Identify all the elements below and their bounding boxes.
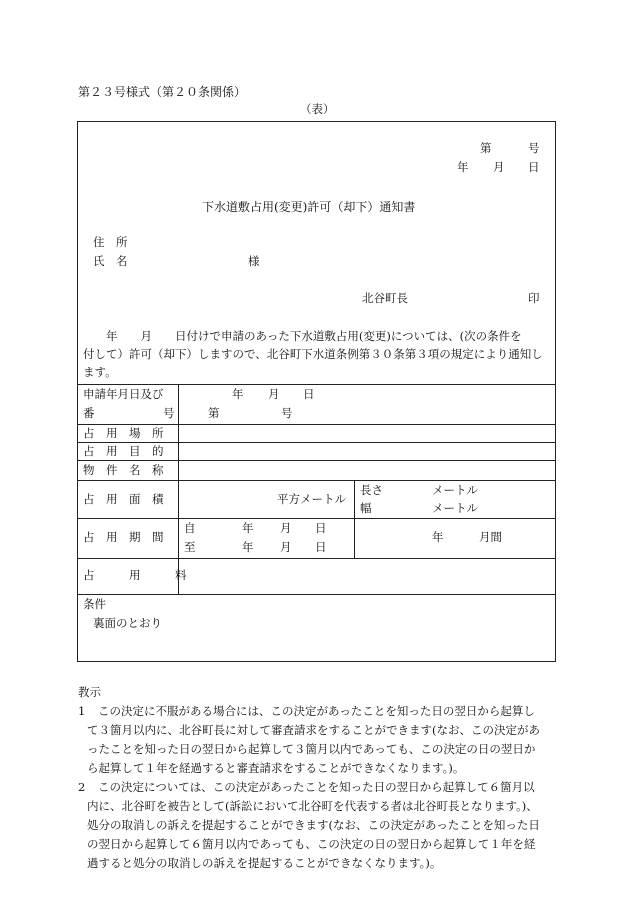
notice-number-suffix: 号 [528,141,540,155]
conditions-value: 裏面のとおり [93,616,162,630]
app-label-line2a: 番 [83,406,95,420]
from-year: 年 [242,521,254,535]
instruction-number: 1 [78,704,86,718]
body-line-1: 年 月 日付けで申請のあった下水道敷占用(変更)については、(次の条件を [83,329,522,343]
grid-line [77,594,556,595]
to-month: 月 [280,540,292,554]
instruction-line: 内に、北谷町を被告として(訴訟において北谷町を代表する者は北谷町長となります。)、 [87,799,538,813]
place-label: 占 用 場 所 [83,426,164,440]
instruction-number: 2 [78,780,86,794]
grid-line [77,558,556,559]
app-date-month: 月 [268,387,280,401]
fee-label: 占 用 料 [83,568,187,582]
instruction-line: 処分の取消しの訴えを提起することができます(なお、この決定があったことを知った日 [87,818,540,832]
notice-number-prefix: 第 [480,141,492,155]
instructions-heading: 教示 [78,685,101,699]
form-title: 第２３号様式（第２０条関係） [78,85,247,99]
from-month: 月 [280,521,292,535]
date-month: 月 [493,160,505,174]
app-number-prefix: 第 [208,406,220,420]
instruction-line: 過すると処分の取消しの訴えを提起することができなくなります。)。 [87,856,442,870]
length-label: 長さ [360,483,383,497]
area-unit: 平方メートル [277,492,346,506]
grid-line [178,384,179,594]
app-date-day: 日 [303,387,315,401]
instruction-line: て３箇月以内に、北谷町長に対して審査請求をすることができます(なお、この決定があ [87,723,540,737]
grid-line [77,518,556,519]
width-unit: メートル [432,501,478,515]
item-name-label: 物 件 名 称 [83,463,164,477]
honorific: 様 [248,254,260,268]
notice-title: 下水道敷占用(変更)許可（却下）通知書 [202,200,416,214]
grid-line [77,460,556,461]
period-to-label: 至 [184,540,196,554]
date-day: 日 [528,160,540,174]
instruction-line: この決定に不服がある場合には、この決定があったことを知った日の翌日から起算し [98,704,535,718]
period-total-year: 年 [432,530,444,544]
to-year: 年 [242,540,254,554]
grid-line [77,384,556,385]
conditions-label: 条件 [83,597,106,611]
purpose-label: 占 用 目 的 [83,444,164,458]
grid-line [77,480,556,481]
from-day: 日 [315,521,327,535]
app-label-line2b: 号 [163,406,175,420]
grid-line [354,480,355,558]
name-label: 氏 名 [93,254,128,268]
instruction-line: ら起算して１年を経過すると審査請求をすることができなくなります。)。 [87,761,465,775]
length-unit: メートル [432,483,478,497]
app-label-line1: 申請年月日及び [83,387,164,401]
date-year: 年 [457,160,469,174]
address-label: 住 所 [93,235,128,249]
area-label: 占 用 面 積 [83,492,164,506]
period-label: 占 用 期 間 [83,530,164,544]
app-number-suffix: 号 [281,406,293,420]
grid-line [77,424,556,425]
instruction-line: の翌日から起算して６箇月以内であっても、この決定の日の翌日から起算して１年を経 [87,837,536,851]
period-from-label: 自 [184,521,196,535]
side-label: （表） [300,102,335,116]
instruction-line: ったことを知った日の翌日から起算して３箇月以内であっても、この決定の日の翌日か [87,742,536,756]
body-line-3: ます。 [83,365,117,379]
issuer: 北谷町長 [362,291,408,305]
instruction-line: この決定については、この決定があったことを知った日の翌日から起算して６箇月以 [98,780,535,794]
period-total-months: 月間 [479,530,502,544]
to-day: 日 [315,540,327,554]
app-date-year: 年 [232,387,244,401]
body-line-2: 付して）許可（却下）しますので、北谷町下水道条例第３０条第３項の規定により通知し [83,347,543,361]
seal-mark: 印 [528,291,540,305]
grid-line [77,442,556,443]
width-label: 幅 [360,501,372,515]
